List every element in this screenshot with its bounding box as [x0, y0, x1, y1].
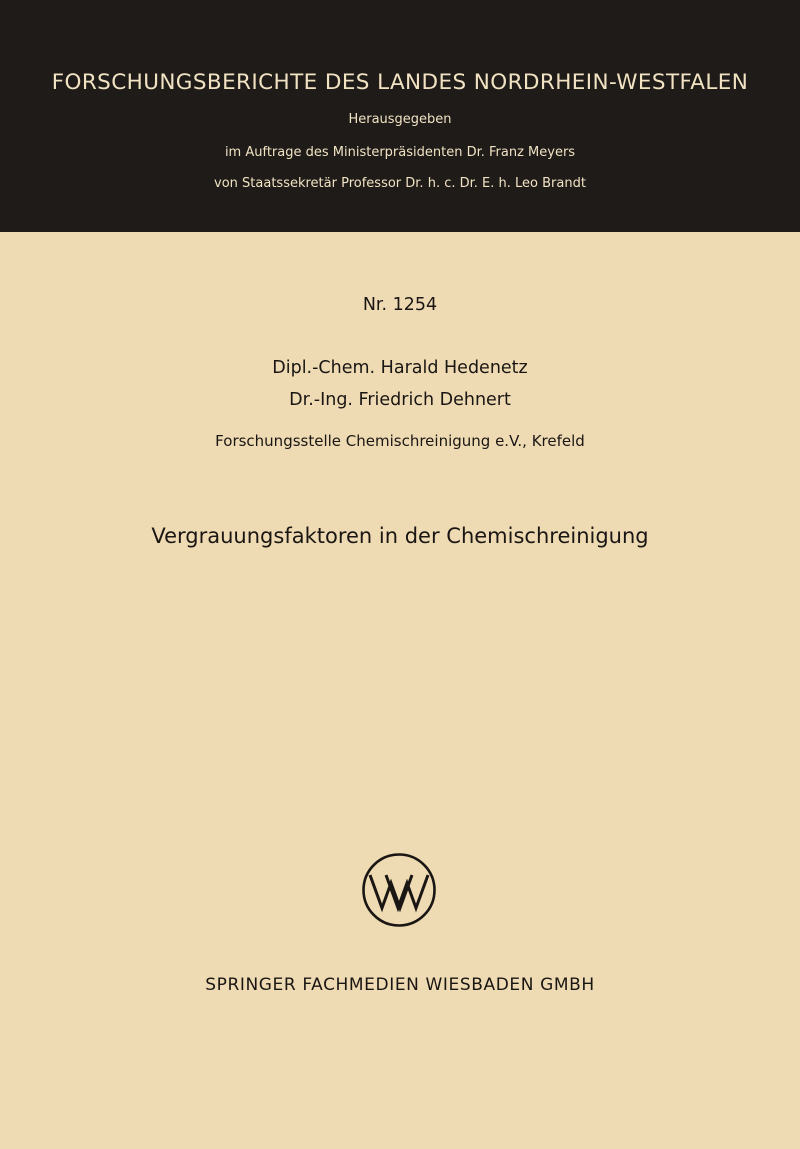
- author-1: Dipl.-Chem. Harald Hedenetz: [272, 358, 528, 378]
- book-title: Vergrauungsfaktoren in der Chemischreinigung: [151, 524, 649, 548]
- author-2: Dr.-Ing. Friedrich Dehnert: [289, 390, 511, 410]
- editor-line: von Staatssekretär Professor Dr. h. c. Dr. E. h. Leo Brandt: [214, 176, 586, 191]
- editor-note: Herausgegeben: [348, 112, 452, 127]
- header-band: [0, 0, 800, 232]
- report-number: Nr. 1254: [362, 295, 438, 315]
- series-title: FORSCHUNGSBERICHTE DES LANDES NORDRHEIN-WESTFALEN: [51, 70, 749, 95]
- publisher-name: SPRINGER FACHMEDIEN WIESBADEN GMBH: [205, 975, 595, 995]
- institution: Forschungsstelle Chemischreinigung e.V., Krefeld: [215, 432, 585, 450]
- commission-line: im Auftrage des Ministerpräsidenten Dr. Franz Meyers: [224, 145, 576, 160]
- ww-circle-logo-icon: [361, 852, 437, 928]
